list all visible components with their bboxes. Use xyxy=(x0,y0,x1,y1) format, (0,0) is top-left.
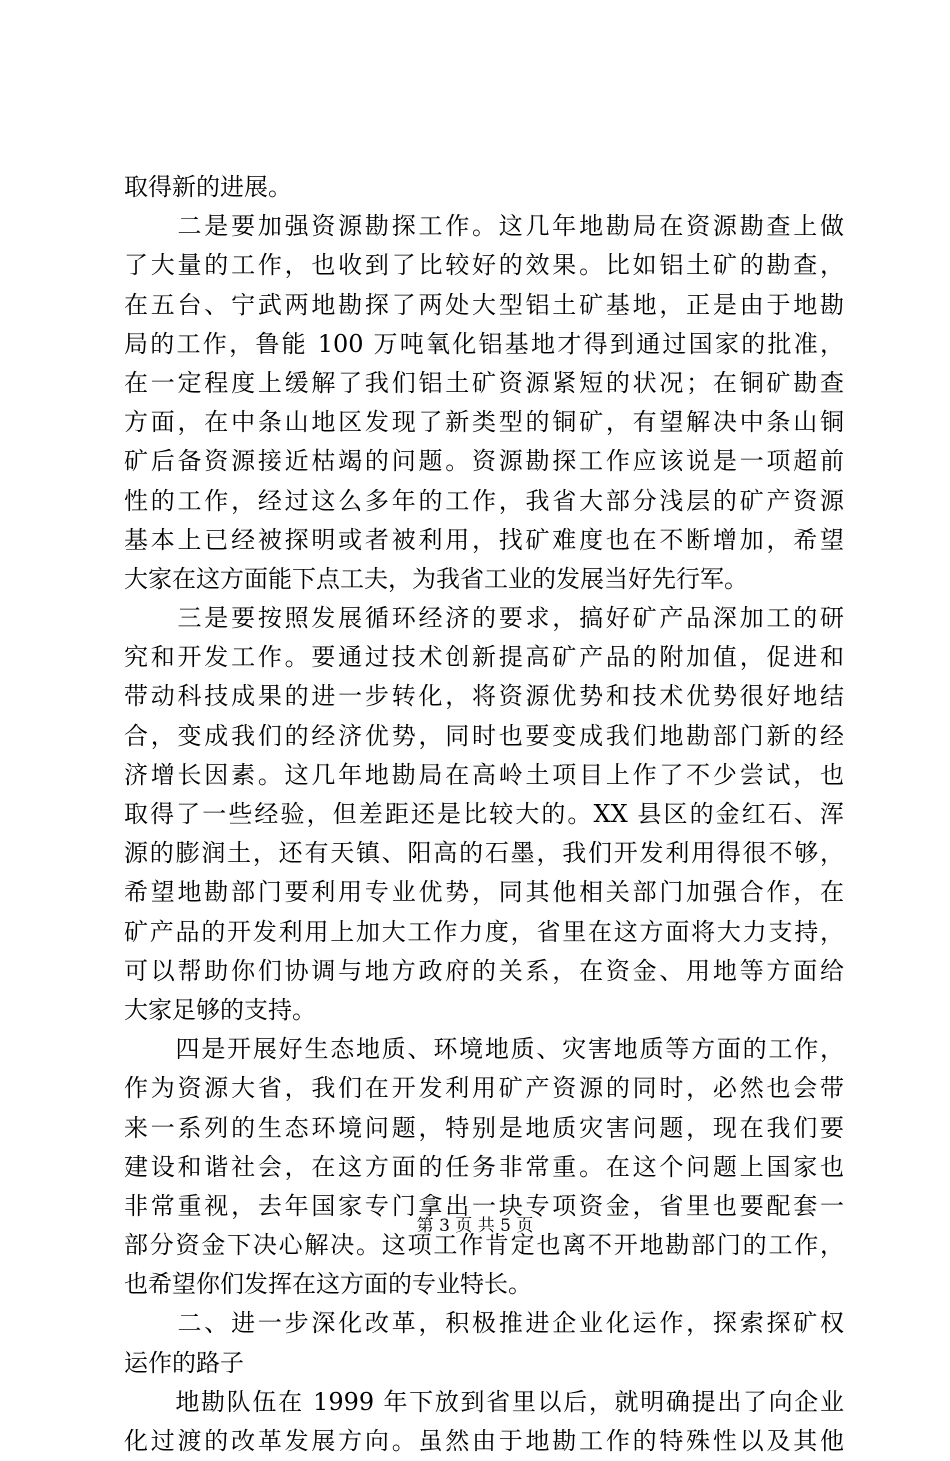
text-line: 局的工作，鲁能 100 万吨氧化铝基地才得到通过国家的批准， xyxy=(124,329,844,358)
text-line: 四是开展好生态地质、环境地质、灾害地质等方面的工作， xyxy=(124,1035,844,1064)
text-line: 二、进一步深化改革，积极推进企业化运作，探索探矿权 xyxy=(124,1309,844,1338)
text-line: 希望地勘部门要利用专业优势，同其他相关部门加强合作，在 xyxy=(124,878,844,907)
text-line: 带动科技成果的进一步转化，将资源优势和技术优势很好地结 xyxy=(124,682,844,711)
text-line: 合，变成我们的经济优势，同时也要变成我们地勘部门新的经 xyxy=(124,721,844,750)
text-line: 在五台、宁武两地勘探了两处大型铝土矿基地，正是由于地勘 xyxy=(124,290,844,319)
text-line: 大家足够的支持。 xyxy=(124,995,316,1024)
text-line: 二是要加强资源勘探工作。这几年地勘局在资源勘查上做 xyxy=(124,212,844,241)
document-body xyxy=(124,168,844,1461)
text-line: 来一系列的生态环境问题，特别是地质灾害问题，现在我们要 xyxy=(124,1113,844,1142)
text-line: 矿后备资源接近枯竭的问题。资源勘探工作应该说是一项超前 xyxy=(124,447,844,476)
text-line: 了大量的工作，也收到了比较好的效果。比如铝土矿的勘查， xyxy=(124,251,844,280)
text-line: 非常重视，去年国家专门拿出一块专项资金，省里也要配套一 xyxy=(124,1191,844,1220)
text-line: 三是要按照发展循环经济的要求，搞好矿产品深加工的研 xyxy=(124,604,844,633)
text-line: 性的工作，经过这么多年的工作，我省大部分浅层的矿产资源 xyxy=(124,486,844,515)
page-footer: 第 3 页 共 5 页 xyxy=(416,1216,534,1236)
text-line: 基本上已经被探明或者被利用，找矿难度也在不断增加，希望 xyxy=(124,525,844,554)
text-line: 在一定程度上缓解了我们铝土矿资源紧短的状况；在铜矿勘查 xyxy=(124,368,844,397)
text-line: 作为资源大省，我们在开发利用矿产资源的同时，必然也会带 xyxy=(124,1074,844,1103)
text-line: 可以帮助你们协调与地方政府的关系，在资金、用地等方面给 xyxy=(124,956,844,985)
text-line: 建设和谐社会，在这方面的任务非常重。在这个问题上国家也 xyxy=(124,1152,844,1181)
text-line: 究和开发工作。要通过技术创新提高矿产品的附加值，促进和 xyxy=(124,643,844,672)
text-line: 方面，在中条山地区发现了新类型的铜矿，有望解决中条山铜 xyxy=(124,408,844,437)
text-line: 运作的路子 xyxy=(124,1348,244,1377)
text-line: 取得新的进展。 xyxy=(124,173,292,201)
text-line: 矿产品的开发利用上加大工作力度，省里在这方面将大力支持， xyxy=(124,917,844,946)
text-line: 源的膨润土，还有天镇、阳高的石墨，我们开发利用得很不够， xyxy=(124,839,844,868)
text-line: 化过渡的改革发展方向。虽然由于地勘工作的特殊性以及其他 xyxy=(124,1427,844,1455)
text-line: 也希望你们发挥在这方面的专业特长。 xyxy=(124,1270,532,1299)
text-line: 济增长因素。这几年地勘局在高岭土项目上作了不少尝试，也 xyxy=(124,760,844,789)
text-line: 地勘队伍在 1999 年下放到省里以后，就明确提出了向企业 xyxy=(124,1387,844,1416)
text-line: 取得了一些经验，但差距还是比较大的。XX 县区的金红石、浑 xyxy=(124,800,844,828)
text-line: 部分资金下决心解决。这项工作肯定也离不开地勘部门的工作， xyxy=(124,1231,844,1260)
text-line: 大家在这方面能下点工夫，为我省工业的发展当好先行军。 xyxy=(124,564,748,593)
